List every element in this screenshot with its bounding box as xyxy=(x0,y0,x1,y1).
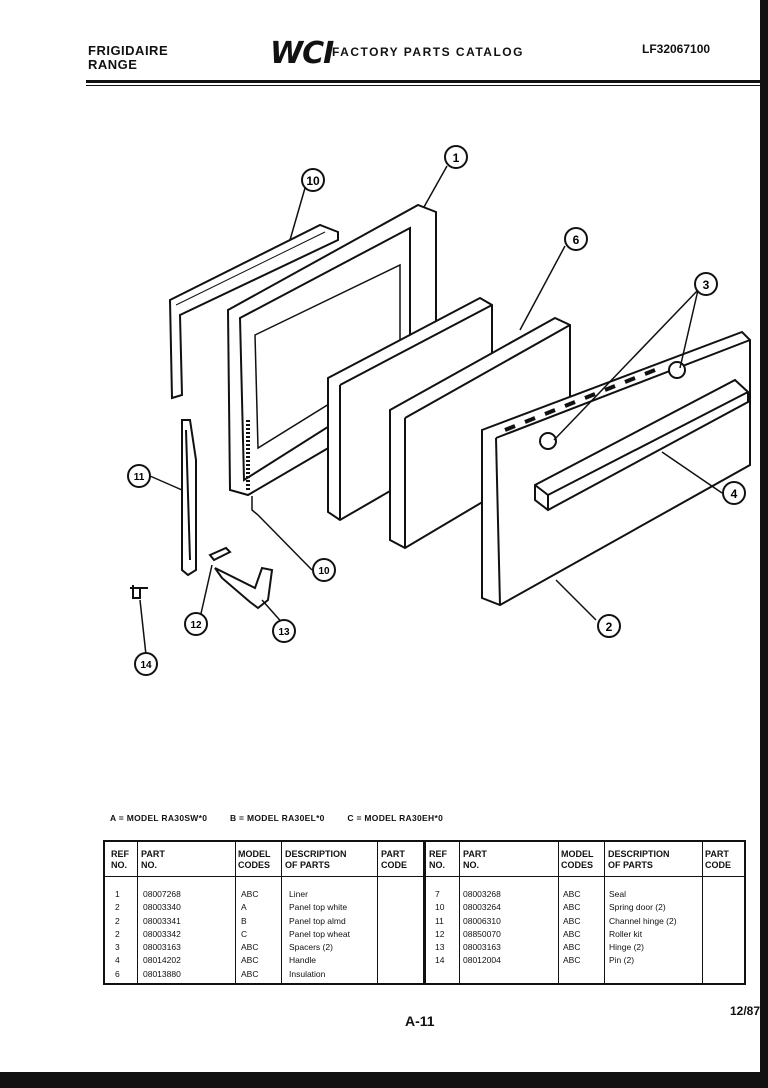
header-rule xyxy=(86,80,760,83)
header-description-2: DESCRIPTION OF PARTS xyxy=(608,849,670,870)
roller-part xyxy=(210,548,230,560)
callout-6 xyxy=(565,228,587,250)
callout-label-10: 10 xyxy=(318,566,330,577)
header-ref-no-2: REF NO. xyxy=(429,849,447,870)
col-divider-center xyxy=(423,842,426,983)
callout-3 xyxy=(695,273,717,295)
catalog-date: 12/87 xyxy=(730,1004,761,1018)
exploded-door-diagram xyxy=(0,100,768,700)
callout-12 xyxy=(185,613,207,635)
callout-label-7: 10 xyxy=(306,174,320,188)
model-column-left: ABC A B C ABC ABC ABC xyxy=(241,889,259,979)
part-column-right: 08003268 08003264 08006310 08850070 08003163 08012004 xyxy=(463,889,501,966)
callout-label-13: 13 xyxy=(278,627,290,638)
col-divider xyxy=(281,842,282,983)
callout-4 xyxy=(723,482,745,504)
callout-11 xyxy=(128,465,150,487)
pin-part xyxy=(130,585,148,598)
model-legend-a: A = MODEL RA30SW*0 xyxy=(110,813,208,823)
callout-10 xyxy=(313,559,335,581)
header-part-code: PART CODE xyxy=(381,849,408,870)
col-divider xyxy=(558,842,559,983)
spacer-part xyxy=(540,433,556,449)
model-legend-c: C = MODEL RA30EH*0 xyxy=(347,813,444,823)
col-divider xyxy=(604,842,605,983)
page-frame-bottom xyxy=(0,1072,768,1088)
col-divider xyxy=(137,842,138,983)
channel-hinge-part xyxy=(182,420,196,575)
model-column-right: ABC ABC ABC ABC ABC ABC xyxy=(563,889,581,966)
header-model-codes: MODEL CODES xyxy=(238,849,271,870)
header-ref-no: REF NO. xyxy=(111,849,129,870)
callout-label-12: 12 xyxy=(190,620,202,631)
brand-name: FRIGIDAIRE xyxy=(88,43,169,58)
callout-7 xyxy=(302,169,324,191)
product-type: RANGE xyxy=(88,57,138,72)
header-part-no: PART NO. xyxy=(141,849,165,870)
description-column-left: Liner Panel top white Panel top almd Panel top wheat Spacers (2) Handle Insulation xyxy=(289,889,350,979)
wci-logo: WCI xyxy=(270,36,334,71)
callout-label-14: 14 xyxy=(140,660,152,671)
catalog-title: FACTORY PARTS CATALOG xyxy=(332,45,524,59)
page-number: A-11 xyxy=(405,1013,435,1029)
spacer-part-2 xyxy=(669,362,685,378)
callout-2 xyxy=(598,615,620,637)
header-part-code-2: PART CODE xyxy=(705,849,732,870)
brand-block xyxy=(88,44,168,72)
callout-label-1: 1 xyxy=(452,151,460,165)
model-legend-b: B = MODEL RA30EL*0 xyxy=(229,813,325,823)
col-divider xyxy=(235,842,236,983)
header-model-codes-2: MODEL CODES xyxy=(561,849,594,870)
header-rule-thin xyxy=(86,85,760,86)
col-divider xyxy=(702,842,703,983)
callout-label-11: 11 xyxy=(133,472,145,483)
callout-label-3: 3 xyxy=(702,278,710,292)
callout-label-4: 4 xyxy=(730,487,738,501)
col-divider xyxy=(459,842,460,983)
header-part-no-2: PART NO. xyxy=(463,849,487,870)
callout-label-6: 6 xyxy=(572,233,580,247)
callout-label-2: 2 xyxy=(605,620,613,634)
part-column-left: 08007268 08003340 08003341 08003342 08003163 08014202 08013880 xyxy=(143,889,181,979)
header-description: DESCRIPTION OF PARTS xyxy=(285,849,347,870)
description-column-right: Seal Spring door (2) Channel hinge (2) Roller kit Hinge (2) Pin (2) xyxy=(609,889,677,966)
callout-13 xyxy=(273,620,295,642)
col-divider xyxy=(377,842,378,983)
header-divider xyxy=(105,876,744,877)
parts-table xyxy=(103,840,746,985)
ref-column-right: 7 10 11 12 13 14 xyxy=(435,889,445,966)
callout-1 xyxy=(445,146,467,168)
catalog-number: LF32067100 xyxy=(642,42,711,56)
callout-14 xyxy=(135,653,157,675)
ref-column-left: 1 2 2 2 3 4 6 xyxy=(115,889,120,979)
model-legend xyxy=(110,813,463,823)
